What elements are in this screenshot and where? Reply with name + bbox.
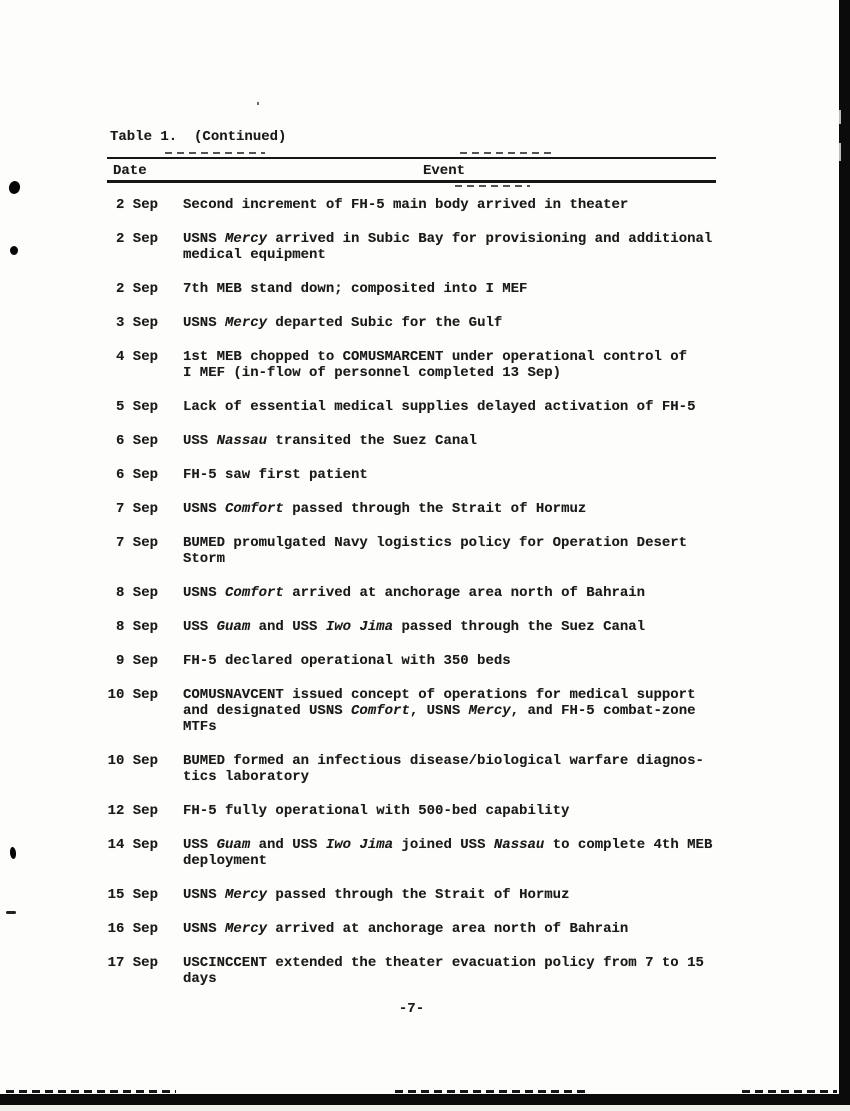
row-event-line: 7th MEB stand down; composited into I MEF xyxy=(183,281,528,297)
row-event xyxy=(183,349,687,381)
column-header-event: Event xyxy=(423,163,466,179)
row-event-line: COMUSNAVCENT issued concept of operations for medical support xyxy=(183,687,696,703)
row-date: 4 Sep xyxy=(115,349,158,365)
row-event-line: USNS Mercy passed through the Strait of Hormuz xyxy=(183,887,570,903)
row-date: 6 Sep xyxy=(115,467,158,483)
row-event-line: 1st MEB chopped to COMUSMARCENT under operational control of xyxy=(183,349,688,365)
scan-noise-dash xyxy=(455,185,530,187)
row-event-line: and designated USNS Comfort, USNS Mercy, and FH-5 combat-zone xyxy=(183,703,696,719)
row-event-line: USNS Mercy arrived at anchorage area north of Bahrain xyxy=(183,921,629,937)
row-event-line: Lack of essential medical supplies delayed activation of FH-5 xyxy=(183,399,696,415)
row-event-line: USNS Mercy departed Subic for the Gulf xyxy=(183,315,503,331)
row-date: 16 Sep xyxy=(107,921,158,937)
row-event xyxy=(183,585,645,601)
row-event xyxy=(183,315,502,331)
row-event xyxy=(183,687,696,735)
table-row xyxy=(107,399,732,415)
scan-edge-strip-bottom xyxy=(0,1105,850,1111)
row-event xyxy=(183,653,511,669)
table-row xyxy=(107,281,732,297)
scan-edge-bar-bottom xyxy=(0,1094,850,1105)
table-row xyxy=(107,837,732,869)
table-row xyxy=(107,803,732,819)
row-event xyxy=(183,619,645,635)
table-row xyxy=(107,467,732,483)
row-date: 12 Sep xyxy=(107,803,158,819)
row-date: 2 Sep xyxy=(115,281,158,297)
row-date: 14 Sep xyxy=(107,837,158,853)
scan-edge-notch xyxy=(839,143,841,161)
table-row xyxy=(107,315,732,331)
row-event xyxy=(183,803,569,819)
row-date: 2 Sep xyxy=(115,197,158,213)
row-event xyxy=(183,921,628,937)
row-date: 2 Sep xyxy=(115,231,158,247)
table-row xyxy=(107,501,732,517)
scan-edge-notch xyxy=(839,110,841,124)
table-row xyxy=(107,585,732,601)
row-date: 7 Sep xyxy=(115,535,158,551)
row-event-line: USNS Comfort passed through the Strait of Hormuz xyxy=(183,501,587,517)
row-event-line: USNS Comfort arrived at anchorage area north of Bahrain xyxy=(183,585,646,601)
row-event xyxy=(183,467,368,483)
row-date: 8 Sep xyxy=(115,619,158,635)
scan-mark-dash xyxy=(6,911,16,914)
row-event xyxy=(183,281,527,297)
table-row xyxy=(107,653,732,669)
row-event-line: USS Nassau transited the Suez Canal xyxy=(183,433,478,449)
row-date: 17 Sep xyxy=(107,955,158,971)
scan-noise-dash xyxy=(165,152,265,154)
row-date: 6 Sep xyxy=(115,433,158,449)
table-row xyxy=(107,955,732,987)
scan-speck xyxy=(257,102,259,105)
row-date: 10 Sep xyxy=(107,687,158,703)
row-event-line: BUMED promulgated Navy logistics policy for Operation Desert xyxy=(183,535,688,551)
scan-mark-dot xyxy=(8,180,22,195)
row-event-line: I MEF (in-flow of personnel completed 13 Sep) xyxy=(183,365,562,381)
table-rows xyxy=(107,197,732,1005)
row-event xyxy=(183,231,712,263)
table-row xyxy=(107,753,732,785)
row-event-line: days xyxy=(183,971,217,987)
row-event xyxy=(183,887,569,903)
row-event-line: medical equipment xyxy=(183,247,326,263)
row-event-line: USCINCCENT extended the theater evacuation policy from 7 to 15 xyxy=(183,955,704,971)
scan-mark-dot xyxy=(10,246,18,255)
table-rule-top xyxy=(107,157,716,159)
row-date: 9 Sep xyxy=(115,653,158,669)
row-event xyxy=(183,837,712,869)
table-row xyxy=(107,535,732,567)
row-event-line: MTFs xyxy=(183,719,217,735)
table-row xyxy=(107,197,732,213)
table-row xyxy=(107,349,732,381)
row-event-line: FH-5 fully operational with 500-bed capability xyxy=(183,803,570,819)
row-date: 8 Sep xyxy=(115,585,158,601)
table-row xyxy=(107,433,732,449)
table-rule-header-bottom xyxy=(107,180,716,183)
table-row xyxy=(107,231,732,263)
page-number: -7- xyxy=(398,1001,425,1017)
row-event xyxy=(183,399,695,415)
row-event-line: deployment xyxy=(183,853,268,869)
row-date: 5 Sep xyxy=(115,399,158,415)
scan-edge-bar-right xyxy=(839,0,850,1105)
row-event xyxy=(183,753,704,785)
scan-mark-dot xyxy=(9,847,16,860)
table-row xyxy=(107,921,732,937)
table-title: Table 1. (Continued) xyxy=(110,129,287,145)
row-event xyxy=(183,501,586,517)
row-event xyxy=(183,433,477,449)
column-header-date: Date xyxy=(113,163,147,179)
row-date: 10 Sep xyxy=(107,753,158,769)
row-event-line: Storm xyxy=(183,551,226,567)
row-date: 7 Sep xyxy=(115,501,158,517)
scan-edge-noise xyxy=(742,1090,837,1093)
row-date: 15 Sep xyxy=(107,887,158,903)
row-event-line: USS Guam and USS Iwo Jima joined USS Nassau to complete 4th MEB xyxy=(183,837,713,853)
row-event-line: Second increment of FH-5 main body arrived in theater xyxy=(183,197,629,213)
row-event-line: BUMED formed an infectious disease/biological warfare diagnos- xyxy=(183,753,704,769)
scan-noise-dash xyxy=(460,152,555,154)
row-event-line: FH-5 declared operational with 350 beds xyxy=(183,653,511,669)
row-date: 3 Sep xyxy=(115,315,158,331)
row-event-line: tics laboratory xyxy=(183,769,310,785)
scan-edge-noise xyxy=(6,1090,176,1093)
row-event-line: USS Guam and USS Iwo Jima passed through the Suez Canal xyxy=(183,619,646,635)
row-event xyxy=(183,197,628,213)
table-row xyxy=(107,687,732,735)
row-event-line: USNS Mercy arrived in Subic Bay for provisioning and additional xyxy=(183,231,713,247)
table-row xyxy=(107,887,732,903)
row-event xyxy=(183,535,687,567)
row-event-line: FH-5 saw first patient xyxy=(183,467,368,483)
scan-edge-noise xyxy=(395,1090,585,1093)
row-event xyxy=(183,955,704,987)
table-row xyxy=(107,619,732,635)
